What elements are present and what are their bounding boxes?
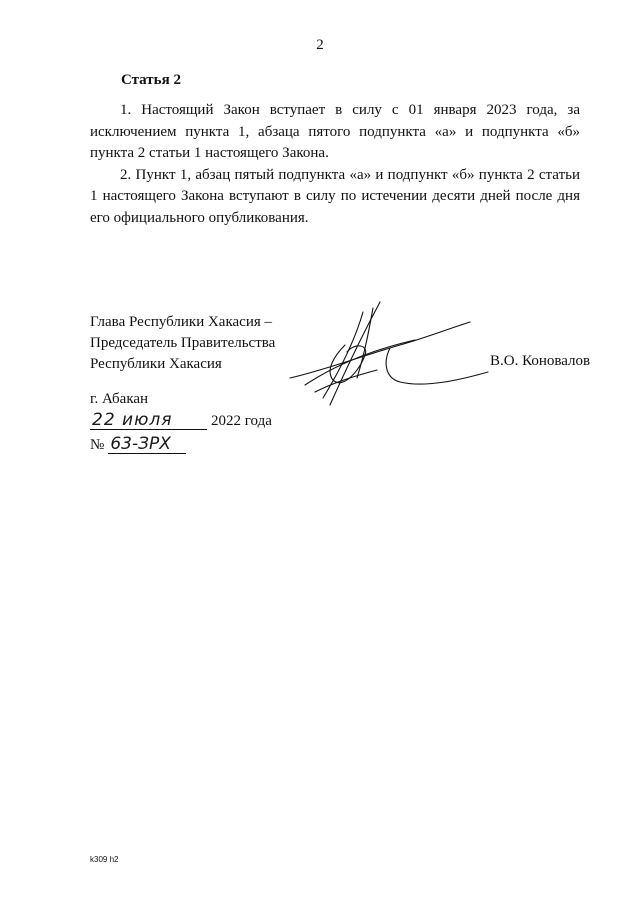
article-body [90, 100, 580, 229]
signer-name: В.О. Коновалов [490, 353, 591, 369]
date-line [90, 411, 272, 430]
number-sign: № [90, 437, 105, 453]
handwritten-signature [285, 300, 490, 410]
page-number: 2 [316, 37, 324, 53]
signatory-title [90, 312, 275, 375]
paragraph-1: 1. Настоящий Закон вступает в силу с 01 января 2023 года, за исключением пункта 1, абзаца пятого подпункта «а» и подпункта «б» пункта 2 статьи 1 настоящего Закона. [90, 102, 580, 161]
signatory-title-line: Председатель Правительства [90, 335, 276, 351]
signatory-title-line: Республики Хакасия [90, 356, 222, 372]
document-number-line [90, 435, 186, 454]
handwritten-number: 63-ЗРХ [108, 435, 186, 454]
date-year: 2022 года [211, 413, 272, 429]
paragraph-2: 2. Пункт 1, абзац пятый подпункта «а» и подпункт «б» пункта 2 статьи 1 настоящего Закона вступают в силу по истечении десяти дней после дня его официального опубликования. [90, 166, 580, 226]
city: г. Абакан [90, 391, 149, 407]
signatory-title-line: Глава Республики Хакасия – [90, 314, 273, 330]
article-heading: Статья 2 [121, 72, 181, 88]
handwritten-date: 22 июля [90, 411, 207, 430]
footer-code: k309 h2 [90, 855, 119, 864]
